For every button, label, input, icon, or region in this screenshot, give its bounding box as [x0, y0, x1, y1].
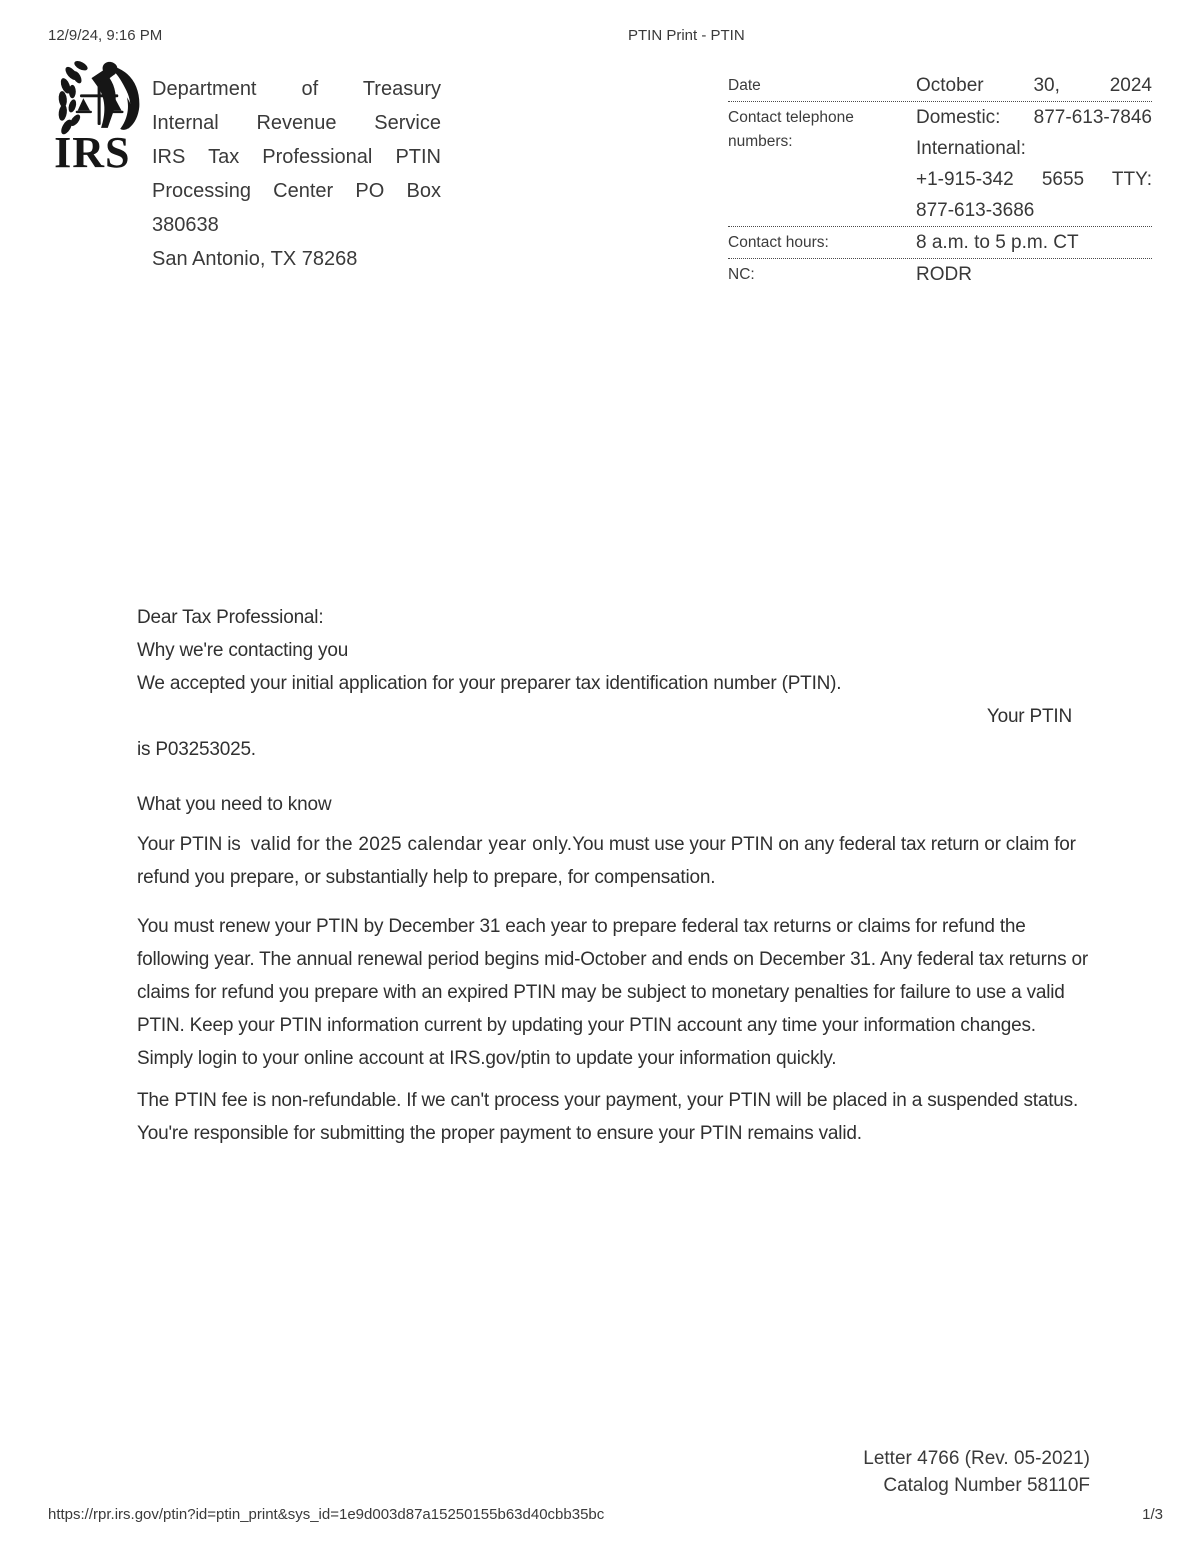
row-value	[916, 102, 1152, 226]
text-span-emphasis: valid for the 2025 calendar year only.	[250, 834, 573, 855]
value-line: 8 a.m. to 5 p.m. CT	[916, 232, 1079, 253]
irs-wordmark: IRS	[54, 128, 131, 170]
address-line: San Antonio, TX 78268	[152, 248, 358, 270]
value-line: Domestic: 877-613-7846	[916, 107, 1152, 128]
value-line: October 30, 2024	[916, 75, 1152, 96]
paragraph-renew: You must renew your PTIN by December 31 each year to prepare federal tax returns or claims for refund the following year. The annual renewal period begins mid-October and ends on December 31. Any federal tax returns or claims for refund you prepare with an expired PTIN may be subject to monetary penalties for failure to use a valid PTIN. Keep your PTIN information current by updating your PTIN account any time your information changes. Simply login to your online account at IRS.gov/ptin to update your information quickly.	[137, 916, 1089, 1069]
print-footer-page-number: 1/3	[1142, 1506, 1163, 1523]
sender-address	[152, 72, 441, 276]
table-row-contact-telephone	[728, 102, 1152, 227]
paragraph-valid	[137, 828, 1090, 894]
catalog-number: Catalog Number 58110F	[883, 1475, 1090, 1496]
letter-number: Letter 4766 (Rev. 05-2021)	[863, 1448, 1090, 1469]
print-footer-url: https://rpr.irs.gov/ptin?id=ptin_print&sys_id=1e9d003d87a15250155b63d40cbb35bc	[48, 1506, 605, 1523]
paragraph-ptin-value: is P03253025.	[137, 739, 256, 760]
row-label: Contact telephone numbers:	[728, 109, 854, 150]
text-span: You must use your PTIN on any federal tax return or claim for refund you prepare, or substantially help to prepare, for compensation.	[137, 834, 1081, 888]
row-label: Contact hours:	[728, 234, 829, 251]
paragraph-your-ptin: Your PTIN	[986, 706, 1072, 727]
print-header-title: PTIN Print - PTIN	[628, 27, 745, 44]
contact-info-table	[728, 70, 1152, 290]
letter-intro-block	[137, 601, 1090, 766]
section-heading-know: What you need to know	[137, 794, 332, 815]
address-line: IRS Tax Professional PTIN	[152, 146, 441, 168]
row-value	[916, 70, 1152, 101]
value-line: RODR	[916, 264, 972, 285]
row-value	[916, 259, 1152, 290]
address-line: Processing Center PO Box	[152, 180, 441, 202]
value-line: +1-915-342 5655 TTY:	[916, 169, 1152, 190]
row-label: NC:	[728, 266, 755, 283]
paragraph-fee: The PTIN fee is non-refundable. If we can't process your payment, your PTIN will be placed in a suspended status. You're responsible for submitting the proper payment to ensure your PTIN remains valid.	[137, 1090, 1079, 1144]
value-line: International:	[916, 138, 1026, 159]
address-line: Internal Revenue Service	[152, 112, 441, 134]
salutation: Dear Tax Professional:	[137, 607, 324, 628]
value-line: 877-613-3686	[916, 200, 1035, 221]
row-value	[916, 227, 1152, 258]
table-row-nc	[728, 259, 1152, 290]
paragraph-accepted: We accepted your initial application for your preparer tax identification number (PTIN).	[137, 673, 842, 694]
address-line: Department of Treasury	[152, 78, 441, 100]
letter-body	[137, 601, 1090, 1150]
table-row-contact-hours	[728, 227, 1152, 259]
row-label: Date	[728, 77, 761, 94]
olive-branch-icon	[58, 60, 89, 136]
print-header-datetime: 12/9/24, 9:16 PM	[48, 27, 163, 44]
table-row-date	[728, 70, 1152, 102]
section-heading-why: Why we're contacting you	[137, 640, 349, 661]
irs-logo	[54, 60, 150, 170]
letter-footer	[0, 1445, 1090, 1499]
address-line: 380638	[152, 214, 219, 236]
text-span: Your PTIN is	[137, 834, 251, 855]
eagle-with-scales-icon	[76, 62, 140, 130]
